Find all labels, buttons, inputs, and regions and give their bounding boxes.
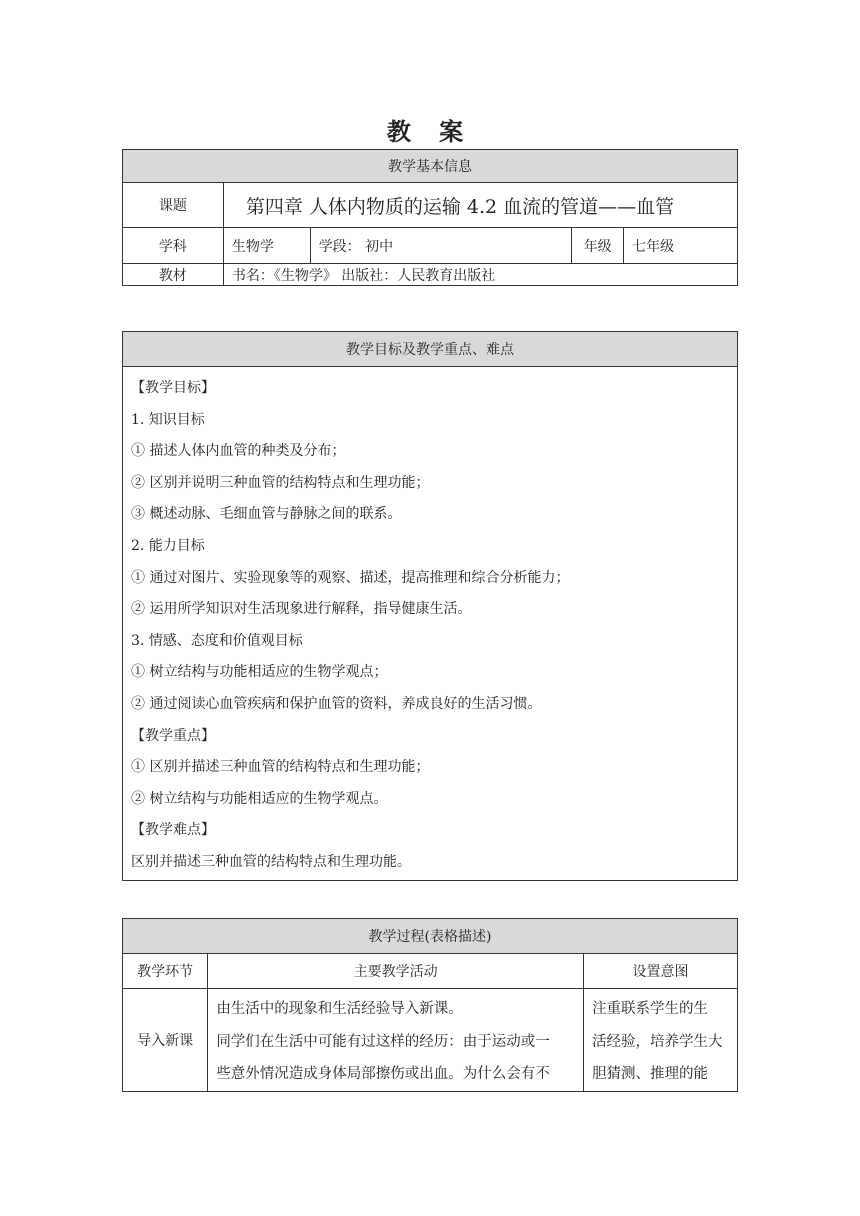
objectives-header: 教学目标及教学重点、难点 [123,332,738,367]
objective-line: 【教学重点】 [131,727,215,744]
intent-line: 胆猜测、推理的能 [592,1066,709,1082]
topic-value: 第四章 人体内物质的运输 4.2 血流的管道——血管 [223,183,737,228]
objective-line: 1. 知识目标 [131,411,205,428]
stage-field: 学段： 初中 [310,228,572,264]
activity-line: 由生活中的现象和生活经验导入新课。 [216,1001,463,1017]
activity-line: 些意外情况造成身体局部擦伤或出血。为什么会有不 [216,1066,550,1082]
grade-value: 七年级 [624,228,738,264]
objective-line: ① 描述人体内血管的种类及分布； [131,443,346,460]
objective-line: ② 运用所学知识对生活现象进行解释，指导健康生活。 [131,601,472,618]
col-header-stage: 教学环节 [123,954,208,989]
grade-label: 年级 [572,228,624,264]
objective-line: ① 通过对图片、实验现象等的观察、描述，提高推理和综合分析能力； [131,569,570,586]
objective-line: 3. 情感、态度和价值观目标 [131,632,303,649]
intent-line: 活经验，培养学生大 [592,1033,723,1050]
document-title: 教 案 [386,117,474,146]
subject-value: 生物学 [223,228,310,264]
col-header-intent: 设置意图 [584,954,738,989]
textbook-value: 书名：《生物学》 出版社：人民教育出版社 [223,264,737,286]
process-table [122,918,738,1092]
basic-info-header: 教学基本信息 [123,150,738,183]
process-header: 教学过程(表格描述) [123,919,738,954]
intent-line: 注重联系学生的生 [592,1001,709,1017]
objective-line: ① 树立结构与功能相适应的生物学观点； [131,664,388,681]
activity-line: 同学们在生活中可能有过这样的经历：由于运动或一 [216,1033,550,1050]
col-header-activity: 主要教学活动 [208,954,584,989]
textbook-label: 教材 [123,264,224,286]
objective-line: ② 区别并说明三种血管的结构特点和生理功能； [131,474,430,491]
objective-line: 【教学难点】 [131,822,215,839]
objective-line: 2. 能力目标 [131,537,205,554]
stage-cell: 导入新课 [123,989,208,1092]
objective-line: ③ 概述动脉、毛细血管与静脉之间的联系。 [131,506,402,523]
objectives-body [123,367,738,881]
objective-line: ② 通过阅读心血管疾病和保护血管的资料，养成良好的生活习惯。 [131,695,542,712]
activity-cell [208,989,584,1092]
objective-line: ② 树立结构与功能相适应的生物学观点。 [131,790,388,807]
objective-line: 区别并描述三种血管的结构特点和生理功能。 [131,853,411,870]
objective-line: 【教学目标】 [131,380,215,396]
intent-cell [584,989,738,1092]
basic-info-table [122,149,738,286]
topic-label: 课题 [123,183,224,228]
objectives-table [122,331,738,881]
objective-line: ① 区别并描述三种血管的结构特点和生理功能； [131,759,430,776]
subject-label: 学科 [123,228,224,264]
